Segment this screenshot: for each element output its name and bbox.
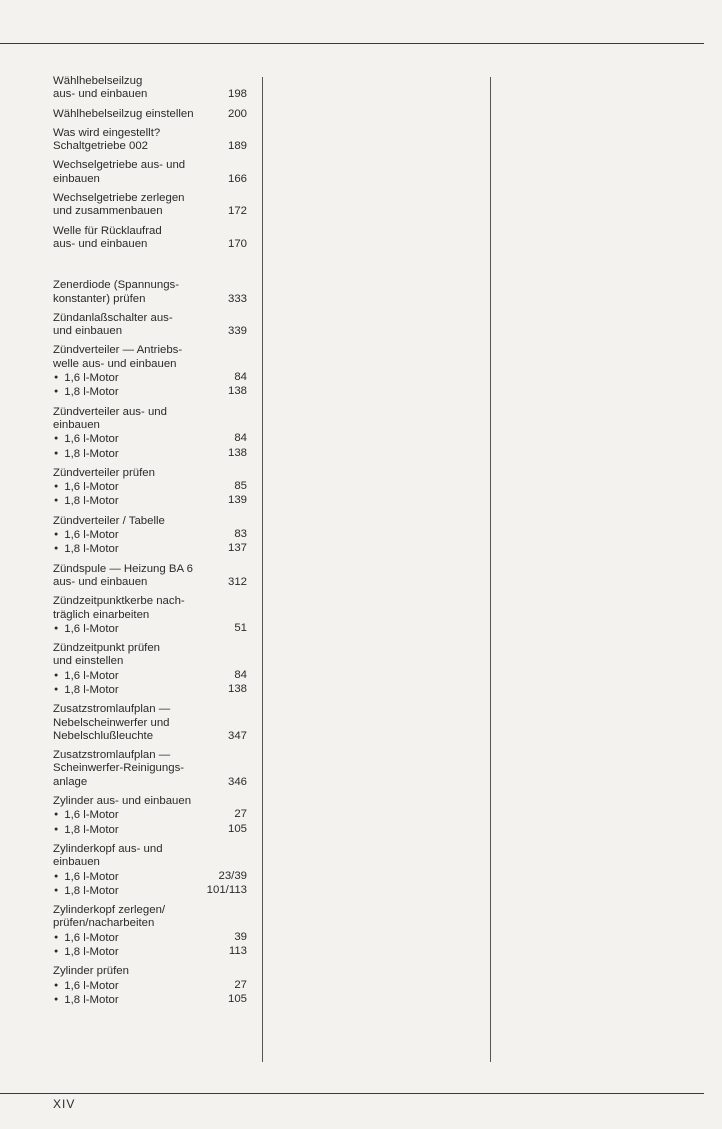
entry-text: Nebelschlußleuchte — [53, 729, 154, 742]
entry-text: Was wird eingestellt? — [53, 126, 161, 139]
page-reference: 84 — [234, 668, 247, 681]
entry-text: welle aus- und einbauen — [53, 357, 177, 370]
entry-text: ● 1,6 l-Motor — [53, 480, 119, 494]
entry-text: ● 1,8 l-Motor — [53, 385, 119, 399]
index-group-z — [53, 279, 247, 1007]
entry-text: Zündverteiler aus- und — [53, 405, 167, 418]
index-subentry — [53, 683, 247, 697]
entry-text: Zündzeitpunktkerbe nach- — [53, 595, 185, 608]
index-entry — [53, 159, 247, 186]
page-number: XIV — [53, 1097, 76, 1111]
index-entry-line — [53, 312, 247, 325]
index-entry-line — [53, 856, 247, 869]
index-entry — [53, 843, 247, 898]
index-column — [53, 75, 247, 1013]
index-entry-line — [53, 515, 247, 528]
entry-text: ● 1,6 l-Motor — [53, 870, 119, 884]
entry-text: einbauen — [53, 172, 100, 185]
index-entry-line — [53, 917, 247, 930]
index-entry — [53, 642, 247, 697]
index-entry — [53, 595, 247, 636]
index-entry-line — [53, 419, 247, 432]
entry-text: Wechselgetriebe aus- und — [53, 159, 186, 172]
index-entry — [53, 965, 247, 1007]
index-entry — [53, 467, 247, 509]
entry-text: ● 1,8 l-Motor — [53, 993, 119, 1007]
index-entry-line — [53, 717, 247, 730]
index-entry — [53, 75, 247, 102]
index-entry-line — [53, 108, 247, 121]
index-entry-line — [53, 159, 247, 172]
page-reference: 138 — [227, 385, 247, 398]
index-entry-line — [53, 776, 247, 789]
entry-text: ● 1,8 l-Motor — [53, 447, 119, 461]
entry-text: ● 1,6 l-Motor — [53, 371, 119, 385]
page-reference: 198 — [227, 88, 247, 101]
index-subentry — [53, 979, 247, 993]
index-entry-line — [53, 406, 247, 419]
page-reference: 23/39 — [218, 869, 247, 882]
entry-text: ● 1,8 l-Motor — [53, 945, 119, 959]
index-entry-line — [53, 75, 247, 88]
entry-text: konstanter) prüfen — [53, 292, 146, 305]
entry-text: Wählhebelseilzug — [53, 75, 143, 87]
page-reference: 139 — [227, 494, 247, 507]
entry-text: und einbauen — [53, 325, 123, 338]
index-entry — [53, 127, 247, 154]
entry-text: Scheinwerfer-Reinigungs- — [53, 762, 185, 775]
entry-text: anlage — [53, 775, 88, 788]
index-entry-line — [53, 843, 247, 856]
index-group-w — [53, 75, 247, 251]
page-reference: 105 — [227, 822, 247, 835]
entry-text: einbauen — [53, 856, 100, 869]
index-subentry — [53, 669, 247, 683]
index-entry — [53, 344, 247, 399]
index-entry-line — [53, 749, 247, 762]
index-subentry — [53, 371, 247, 385]
index-entry — [53, 703, 247, 743]
page-reference: 84 — [234, 371, 247, 384]
index-subentry — [53, 823, 247, 837]
index-entry-line — [53, 140, 247, 153]
page-reference: 166 — [227, 172, 247, 185]
page-reference: 113 — [228, 945, 247, 958]
index-entry-line — [53, 965, 247, 978]
entry-text: Zylinder aus- und einbauen — [53, 795, 192, 808]
page-reference: 138 — [227, 446, 247, 459]
page-reference: 51 — [234, 621, 247, 634]
page-reference: 346 — [227, 775, 247, 788]
index-entry-line — [53, 655, 247, 668]
entry-text: Zusatzstromlaufplan — — [53, 703, 171, 716]
index-entry-line — [53, 225, 247, 238]
index-subentry — [53, 870, 247, 884]
page-reference: 105 — [227, 992, 247, 1005]
index-entry — [53, 192, 247, 219]
page-reference: 172 — [227, 205, 247, 218]
index-entry-line — [53, 325, 247, 338]
page-reference: 101/113 — [206, 883, 247, 896]
entry-text: Zusatzstromlaufplan — — [53, 749, 171, 762]
entry-text: Zündzeitpunkt prüfen — [53, 642, 161, 655]
index-entry-line — [53, 293, 247, 306]
index-entry-line — [53, 563, 247, 576]
entry-text: ● 1,6 l-Motor — [53, 528, 119, 542]
entry-text: einbauen — [53, 418, 100, 431]
entry-text: und einstellen — [53, 655, 124, 668]
page-reference: 27 — [234, 978, 247, 991]
index-entry-line — [53, 467, 247, 480]
page-reference: 170 — [227, 237, 247, 250]
index-entry-line — [53, 358, 247, 371]
entry-text: ● 1,6 l-Motor — [53, 931, 119, 945]
entry-text: Zündverteiler — Antriebs- — [53, 344, 183, 357]
column-divider-left — [262, 77, 263, 1062]
entry-text: Schaltgetriebe 002 — [53, 140, 148, 153]
index-subentry — [53, 447, 247, 461]
index-subentry — [53, 808, 247, 822]
index-entry-line — [53, 576, 247, 589]
index-subentry — [53, 480, 247, 494]
letter-gap — [53, 257, 247, 279]
entry-text: träglich einarbeiten — [53, 608, 150, 621]
entry-text: Zylinderkopf aus- und — [53, 842, 163, 855]
entry-text: Zylinder prüfen — [53, 965, 129, 978]
entry-text: ● 1,8 l-Motor — [53, 542, 119, 556]
index-entry-line — [53, 344, 247, 357]
entry-text: ● 1,6 l-Motor — [53, 669, 119, 683]
entry-text: Zündspule — Heizung BA 6 — [53, 562, 193, 575]
top-rule — [0, 43, 704, 44]
entry-text: aus- und einbauen — [53, 88, 148, 101]
entry-text: Welle für Rücklaufrad — [53, 224, 162, 237]
index-entry-line — [53, 238, 247, 251]
entry-text: aus- und einbauen — [53, 575, 148, 588]
index-entry-line — [53, 795, 247, 808]
page-reference: 312 — [227, 575, 247, 588]
page-reference: 200 — [227, 107, 247, 120]
index-entry — [53, 108, 247, 121]
entry-text: ● 1,8 l-Motor — [53, 823, 119, 837]
page-reference: 339 — [227, 325, 247, 338]
entry-text: prüfen/nacharbeiten — [53, 917, 155, 930]
page-reference: 84 — [234, 432, 247, 445]
index-entry-line — [53, 703, 247, 716]
entry-text: Zylinderkopf zerlegen/ — [53, 904, 166, 917]
page-reference: 138 — [227, 682, 247, 695]
index-entry-line — [53, 609, 247, 622]
index-entry — [53, 279, 247, 306]
index-entry — [53, 406, 247, 461]
page-reference: 137 — [227, 542, 247, 555]
index-entry-line — [53, 88, 247, 101]
entry-text: Zündverteiler / Tabelle — [53, 514, 165, 527]
index-entry-line — [53, 730, 247, 743]
page-reference: 333 — [227, 292, 247, 305]
index-entry-line — [53, 762, 247, 775]
entry-text: ● 1,8 l-Motor — [53, 683, 119, 697]
entry-text: ● 1,8 l-Motor — [53, 884, 119, 898]
entry-text: ● 1,8 l-Motor — [53, 494, 119, 508]
page-reference: 347 — [227, 729, 247, 742]
entry-text: Zündverteiler prüfen — [53, 466, 155, 479]
entry-text: aus- und einbauen — [53, 237, 148, 250]
index-subentry — [53, 385, 247, 399]
index-entry-line — [53, 595, 247, 608]
index-entry — [53, 904, 247, 959]
bottom-rule — [0, 1093, 704, 1094]
index-entry — [53, 749, 247, 789]
entry-text: Nebelscheinwerfer und — [53, 716, 170, 729]
index-entry-line — [53, 279, 247, 292]
index-entry-line — [53, 127, 247, 140]
entry-text: Zenerdiode (Spannungs- — [53, 279, 180, 292]
entry-text: ● 1,6 l-Motor — [53, 432, 119, 446]
index-entry-line — [53, 173, 247, 186]
index-entry-line — [53, 192, 247, 205]
index-subentry — [53, 931, 247, 945]
index-subentry — [53, 432, 247, 446]
page-reference: 83 — [234, 528, 247, 541]
index-entry — [53, 312, 247, 339]
page-reference: 189 — [227, 140, 247, 153]
entry-text: Wählhebelseilzug einstellen — [53, 107, 194, 120]
entry-text: ● 1,6 l-Motor — [53, 622, 119, 636]
entry-text: und zusammenbauen — [53, 205, 163, 218]
index-subentry — [53, 993, 247, 1007]
index-subentry — [53, 542, 247, 556]
index-entry — [53, 795, 247, 837]
index-subentry — [53, 528, 247, 542]
index-entry — [53, 225, 247, 252]
entry-text: ● 1,6 l-Motor — [53, 979, 119, 993]
index-subentry — [53, 494, 247, 508]
entry-text: ● 1,6 l-Motor — [53, 808, 119, 822]
index-subentry — [53, 622, 247, 636]
entry-text: Zündanlaßschalter aus- — [53, 311, 173, 324]
page-reference: 27 — [234, 808, 247, 821]
index-entry — [53, 563, 247, 590]
index-entry — [53, 515, 247, 557]
page-reference: 39 — [234, 930, 247, 943]
index-subentry — [53, 945, 247, 959]
entry-text: Wechselgetriebe zerlegen — [53, 192, 185, 205]
index-subentry — [53, 884, 247, 898]
page-reference: 85 — [234, 480, 247, 493]
column-divider-right — [490, 77, 491, 1062]
index-entry-line — [53, 904, 247, 917]
index-entry-line — [53, 205, 247, 218]
index-entry-line — [53, 642, 247, 655]
